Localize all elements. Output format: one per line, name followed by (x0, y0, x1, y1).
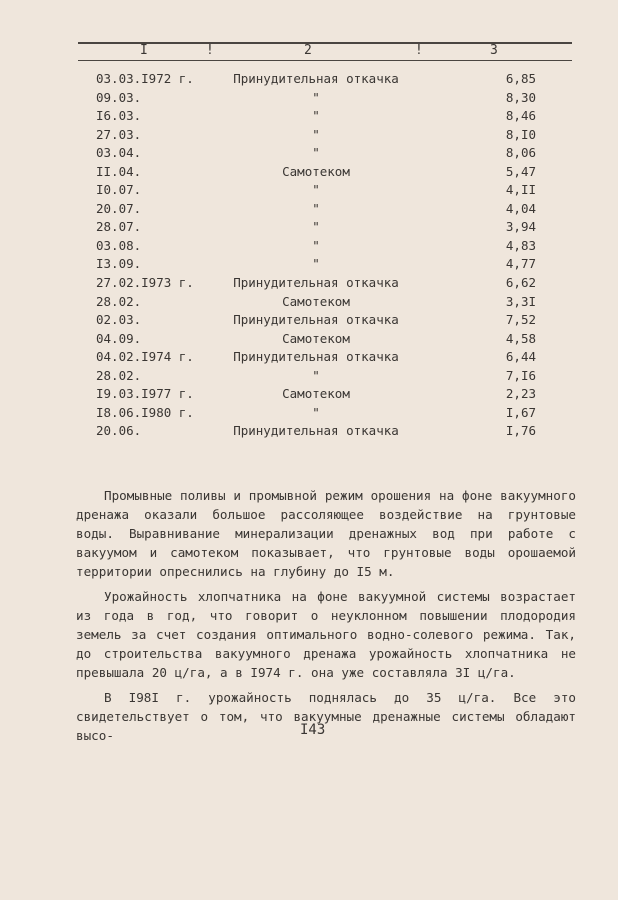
header-separator: ! (415, 43, 423, 58)
date-cell: 03.03.I972 г. (96, 71, 194, 86)
date-cell: I9.03.I977 г. (96, 386, 194, 402)
header-col-1: I (140, 43, 148, 58)
value-cell: I,67 (505, 404, 536, 420)
table-row (96, 422, 536, 441)
value-cell: 7,52 (505, 312, 536, 328)
value-cell: 6,44 (505, 349, 536, 365)
table-row (96, 255, 536, 274)
table-row (96, 293, 536, 312)
table-row (96, 107, 536, 126)
table-row (96, 404, 536, 423)
table-row (96, 89, 536, 108)
value-cell: 8,30 (505, 89, 536, 105)
method-cell: Принудительная откачка (233, 312, 399, 328)
value-cell: 8,46 (505, 108, 536, 124)
header-col-3: 3 (490, 43, 498, 58)
value-cell: 3,94 (505, 219, 536, 235)
date-cell: 28.02. (96, 367, 142, 383)
value-cell: 7,I6 (505, 367, 536, 383)
date-cell: 28.02. (96, 293, 142, 309)
table-header-rule (78, 60, 572, 61)
table-row (96, 163, 536, 182)
paragraph: Урожайность хлопчатника на фоне вакуумной системы возрастает из года в год, что говорит о неуклонном повышении плодородия земель за счет создания оптимального водно-солевого режима. Так, до строительства вакуумного дренажа урожайность хлопчатника не превышала 20 ц/га, а в I974 г. она уже составляла 3I ц/га. (76, 589, 576, 680)
method-cell: Принудительная откачка (233, 349, 399, 365)
date-cell: 04.09. (96, 330, 142, 346)
date-cell: 09.03. (96, 89, 142, 105)
value-cell: 4,83 (505, 237, 536, 253)
method-cell: Принудительная откачка (233, 71, 399, 86)
body-text (76, 486, 576, 751)
date-cell: I0.07. (96, 182, 142, 198)
paragraph: Промывные поливы и промывной режим орошения на фоне вакуумного дренажа оказали большое рассоляющее воздействие на грунтовые воды. Выравнивание минерализации дренажных вод при работе с вакуумом и самотеком показывает, что грунтовые воды орошаемой территории опреснились на глубину до I5 м. (76, 488, 576, 579)
table-row (96, 144, 536, 163)
date-cell: II.04. (96, 163, 142, 179)
date-cell: 27.03. (96, 126, 142, 142)
date-cell: 03.04. (96, 145, 142, 161)
method-cell: Самотеком (282, 293, 350, 309)
method-cell: " (312, 89, 320, 105)
date-cell: 27.02.I973 г. (96, 275, 194, 291)
method-cell: " (312, 126, 320, 142)
method-cell: " (312, 237, 320, 253)
method-cell: " (312, 219, 320, 235)
date-cell: 02.03. (96, 312, 142, 328)
table-row (96, 70, 536, 89)
value-cell: 4,58 (505, 330, 536, 346)
paragraph: В I98I г. урожайность поднялась до 35 ц/га. Все это свидетельствует о том, что вакуумные дренажные системы обладают высо- (76, 690, 576, 743)
table-row (96, 200, 536, 219)
date-cell: I8.06.I980 г. (96, 404, 194, 420)
method-cell: " (312, 182, 320, 198)
date-cell: 28.07. (96, 219, 142, 235)
method-cell: " (312, 200, 320, 216)
date-cell: 04.02.I974 г. (96, 349, 194, 365)
method-cell: " (312, 367, 320, 383)
method-cell: " (312, 145, 320, 161)
value-cell: 8,06 (505, 145, 536, 161)
table-row (96, 385, 536, 404)
value-cell: 2,23 (505, 386, 536, 402)
date-cell: 20.07. (96, 200, 142, 216)
method-cell: Самотеком (282, 330, 350, 346)
method-cell: Самотеком (282, 163, 350, 179)
method-cell: " (312, 404, 320, 420)
value-cell: 8,I0 (505, 126, 536, 142)
date-cell: 03.08. (96, 237, 142, 253)
table-row (96, 348, 536, 367)
date-cell: 20.06. (96, 423, 142, 439)
table-top-rule (78, 42, 572, 44)
value-cell: 5,47 (505, 163, 536, 179)
table-row (96, 367, 536, 386)
data-table (96, 70, 536, 441)
value-cell: 6,85 (505, 71, 536, 86)
method-cell: Самотеком (282, 386, 350, 402)
page-number: I43 (300, 722, 326, 738)
header-col-2: 2 (304, 43, 312, 58)
value-cell: 4,77 (505, 256, 536, 272)
table-row (96, 181, 536, 200)
method-cell: Принудительная откачка (233, 423, 399, 439)
value-cell: 6,62 (505, 275, 536, 291)
method-cell: " (312, 256, 320, 272)
date-cell: I6.03. (96, 108, 142, 124)
date-cell: I3.09. (96, 256, 142, 272)
value-cell: 3,3I (505, 293, 536, 309)
table-row (96, 311, 536, 330)
header-separator: ! (206, 43, 214, 58)
value-cell: 4,II (505, 182, 536, 198)
method-cell: " (312, 108, 320, 124)
method-cell: Принудительная откачка (233, 275, 399, 291)
table-row (96, 237, 536, 256)
table-row (96, 218, 536, 237)
value-cell: 4,04 (505, 200, 536, 216)
value-cell: I,76 (505, 423, 536, 439)
table-row (96, 274, 536, 293)
table-row (96, 126, 536, 145)
table-row (96, 330, 536, 349)
